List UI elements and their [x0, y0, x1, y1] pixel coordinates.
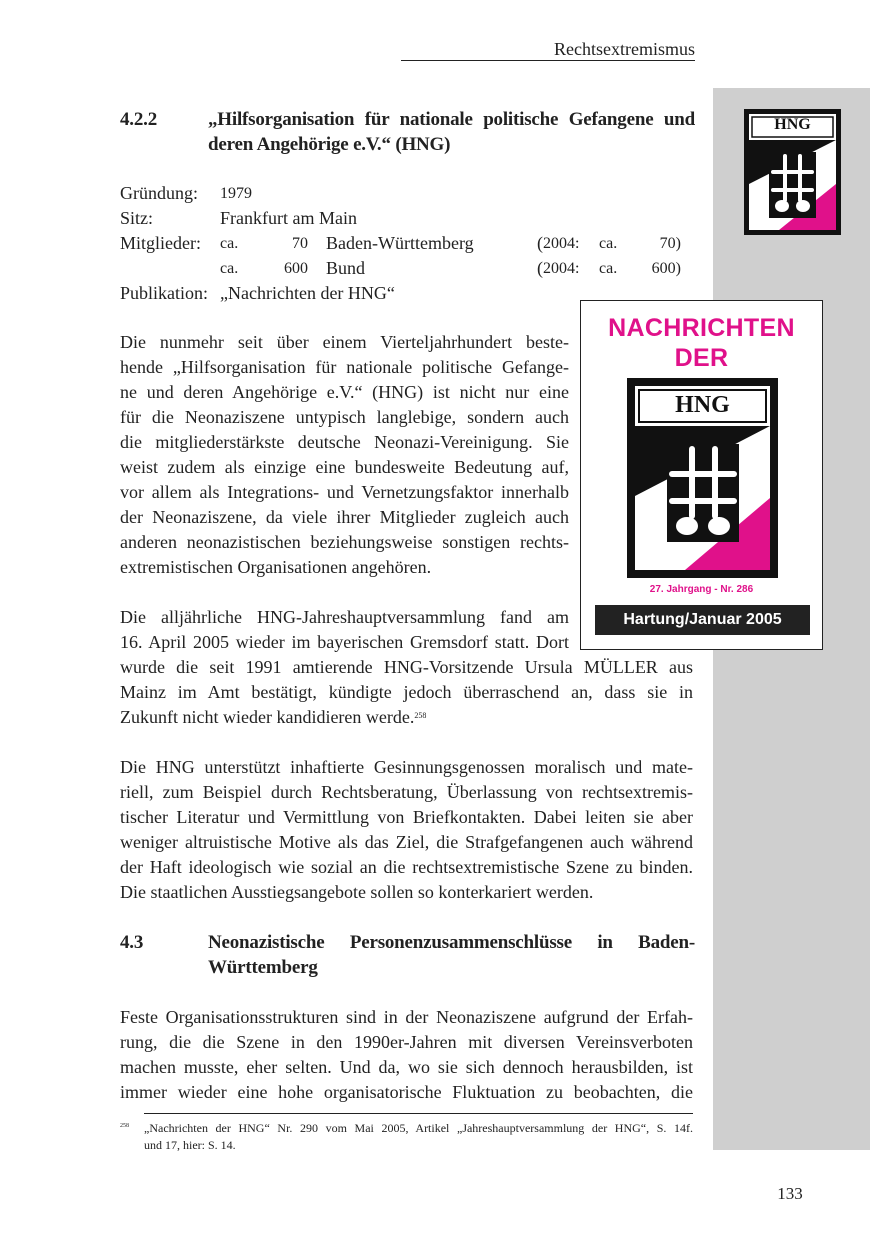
text-line: Die alljährliche HNG-Jahreshauptversammlung fand am — [120, 607, 569, 627]
text-line — [120, 705, 693, 730]
prev-year: 2004: — [543, 235, 580, 252]
publication-label: Publikation: — [120, 283, 209, 303]
footnote-separator — [144, 1113, 693, 1114]
publication-value: „Nachrichten der HNG“ — [220, 283, 395, 303]
text-line: weniger altruistische Motive als das Ziel, die Strafgefangenen auch während — [120, 832, 693, 852]
magazine-cover-image — [580, 300, 823, 650]
text-line: vor allem als Integrations- und Vernetzungsfaktor innerhalb — [120, 482, 569, 502]
text-line: Die HNG unterstützt inhaftierte Gesinnungsgenossen moralisch und mate- — [120, 757, 693, 777]
members-region: Bund — [326, 258, 366, 278]
text-line: und 17, hier: S. 14. — [144, 1138, 236, 1152]
founding-label: Gründung: — [120, 183, 198, 203]
members-label: Mitglieder: — [120, 233, 201, 253]
logo-text: HNG — [774, 116, 811, 133]
prev-ca: ca. — [599, 260, 618, 277]
seat-label: Sitz: — [120, 208, 154, 228]
members-count: 600 — [284, 260, 308, 277]
prev-ca: ca. — [599, 235, 618, 252]
paragraph-organization-structures — [120, 1005, 693, 1105]
seat-value: Frankfurt am Main — [220, 208, 357, 228]
text-line: Feste Organisationsstrukturen sind in der Neonaziszene aufgrund der Erfah- — [120, 1007, 693, 1027]
text-line: extremistischen Organisationen angehören. — [120, 557, 432, 577]
cover-logo — [627, 378, 778, 578]
paragraph-hng-intro — [120, 330, 569, 580]
paragraph-annual-meeting-start — [120, 605, 569, 655]
footnote-reference[interactable]: 258 — [414, 711, 427, 720]
members-ca: ca. — [220, 235, 239, 252]
members-ca: ca. — [220, 260, 239, 277]
cover-logo-text: HNG — [675, 392, 730, 418]
text-line: ne und deren Angehörige e.V.“ (HNG) ist nicht nur eine — [120, 382, 569, 402]
section-heading-4-2-2 — [120, 107, 695, 159]
members-region: Baden-Württemberg — [326, 233, 474, 253]
text-line: Mainz im Amt bestätigt, kündigte jedoch überraschend an, dass sie in — [120, 682, 693, 702]
text-line: weist zudem als einzige eine bundesweite Bedeutung auf, — [120, 457, 569, 477]
paren: ( — [537, 233, 543, 253]
text-line: riell, zum Beispiel durch Rechtsberatung, Überlassung von rechtsextremis- — [120, 782, 693, 802]
cover-title-line1: NACHRICHTEN — [608, 314, 795, 342]
text-line: machen musste, eher selten. Und da, wo sie sich dennoch herausbilden, ist — [120, 1057, 693, 1077]
logo-emblem — [635, 386, 770, 570]
founding-value: 1979 — [220, 185, 252, 202]
text-line: für die Neonaziszene untypisch langlebige, sondern auch — [120, 407, 569, 427]
prev-year: 2004: — [543, 260, 580, 277]
prev-count: 70) — [659, 235, 681, 252]
cover-title-line2: DER — [674, 344, 729, 372]
cover-date-banner: Hartung/Januar 2005 — [595, 605, 810, 635]
section-title: „Hilfsorganisation für nationale politische Gefangene und deren Angehörige e.V.“ (HNG) — [208, 109, 695, 155]
logo-emblem — [749, 114, 836, 230]
footnote-text — [144, 1120, 693, 1154]
text-line: 16. April 2005 wieder im bayerischen Gremsdorf statt. Dort — [120, 632, 569, 652]
page-number: 133 — [777, 1184, 803, 1203]
text-line: Die staatlichen Ausstiegsangebote sollen so konterkariert werden. — [120, 882, 594, 902]
paragraph-support-activities — [120, 755, 693, 905]
cover-issue-number: 27. Jahrgang - Nr. 286 — [649, 584, 754, 595]
section-heading-4-3 — [120, 930, 695, 982]
members-count: 70 — [292, 235, 308, 252]
text-line: hende „Hilfsorganisation für nationale politische Gefange- — [120, 357, 569, 377]
running-head-rule — [401, 60, 695, 61]
text-line: die mitgliederstärkste deutsche Neonazi-Vereinigung. Sie — [120, 432, 569, 452]
text-line: der Haft ideologisch wie sozial an die rechtsextremistische Szene zu binden. — [120, 857, 693, 877]
paren: ( — [537, 258, 543, 278]
section-title: Neonazistische Personenzusammenschlüsse in Baden-Württemberg — [208, 932, 695, 978]
text-line: Die nunmehr seit über einem Vierteljahrhundert beste- — [120, 332, 569, 352]
text-line: der Neonaziszene, da viele ihrer Mitglieder zugleich auch — [120, 507, 569, 527]
footnote-mark: 258 — [120, 1123, 129, 1129]
text-line: immer wieder eine hohe organisatorische Fluktuation zu beobachten, die — [120, 1082, 693, 1102]
hng-logo-image — [744, 109, 841, 235]
paragraph-annual-meeting-end — [120, 655, 693, 730]
section-number: 4.2.2 — [120, 109, 158, 130]
text-line: anderen neonazistischen beziehungsweise sonstigen rechts- — [120, 532, 569, 552]
text-line: „Nachrichten der HNG“ Nr. 290 vom Mai 2005, Artikel „Jahreshauptversammlung der HNG“, S. 14f. — [144, 1121, 693, 1135]
prev-count: 600) — [651, 260, 681, 277]
text-fragment: Zukunft nicht wieder kandidieren werde. — [120, 707, 415, 727]
text-line: wurde die seit 1991 amtierende HNG-Vorsitzende Ursula MÜLLER aus — [120, 657, 693, 677]
running-head: Rechtsextremismus — [554, 39, 695, 59]
text-line: tischer Literatur und Vermittlung von Briefkontakten. Dabei leiten sie aber — [120, 807, 693, 827]
section-number: 4.3 — [120, 932, 144, 953]
text-line: rung, die die Szene in den 1990er-Jahren mit diversen Vereinsverboten — [120, 1032, 693, 1052]
